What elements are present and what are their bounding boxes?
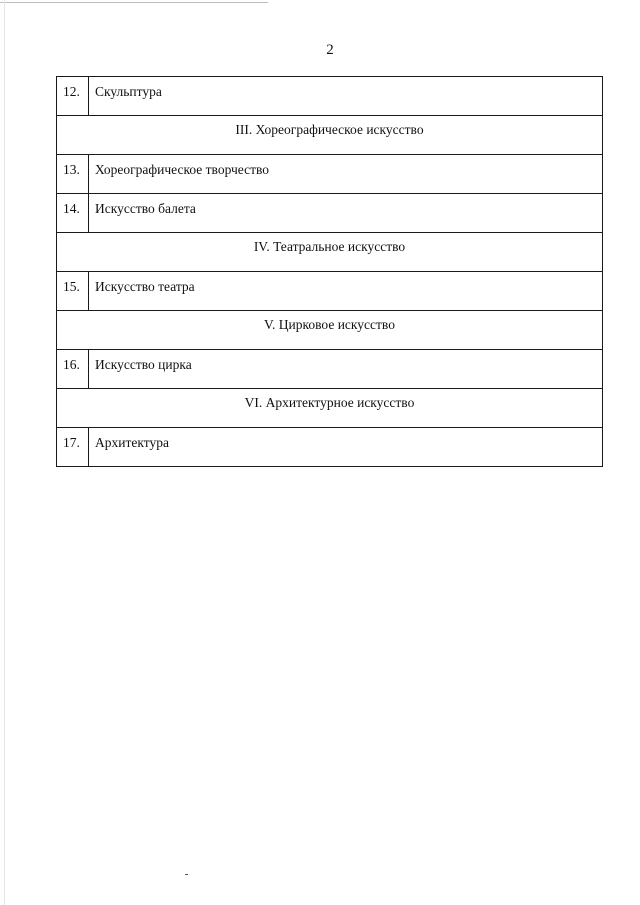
section-title: VI. Архитектурное искусство [57, 389, 603, 428]
row-number: 16. [57, 350, 89, 389]
section-header-row [57, 311, 603, 350]
table-row [57, 77, 603, 116]
page-number: 2 [326, 42, 334, 58]
row-name: Хореографическое творчество [89, 155, 603, 194]
section-header-row [57, 389, 603, 428]
row-number: 17. [57, 428, 89, 467]
table-row [57, 272, 603, 311]
section-title: V. Цирковое искусство [57, 311, 603, 350]
section-title: IV. Театральное искусство [57, 233, 603, 272]
row-name: Архитектура [89, 428, 603, 467]
row-name: Искусство театра [89, 272, 603, 311]
section-title: III. Хореографическое искусство [57, 116, 603, 155]
table-row [57, 350, 603, 389]
row-name: Искусство балета [89, 194, 603, 233]
scan-edge-shadow [4, 0, 5, 905]
section-header-row [57, 116, 603, 155]
row-number: 15. [57, 272, 89, 311]
row-name: Искусство цирка [89, 350, 603, 389]
row-number: 13. [57, 155, 89, 194]
row-name: Скульптура [89, 77, 603, 116]
row-number: 14. [57, 194, 89, 233]
section-header-row [57, 233, 603, 272]
table-row [57, 428, 603, 467]
scan-speck [185, 874, 188, 875]
table-row [57, 194, 603, 233]
specialties-table [56, 76, 603, 467]
row-number: 12. [57, 77, 89, 116]
scan-border-line [0, 2, 268, 3]
table-row [57, 155, 603, 194]
